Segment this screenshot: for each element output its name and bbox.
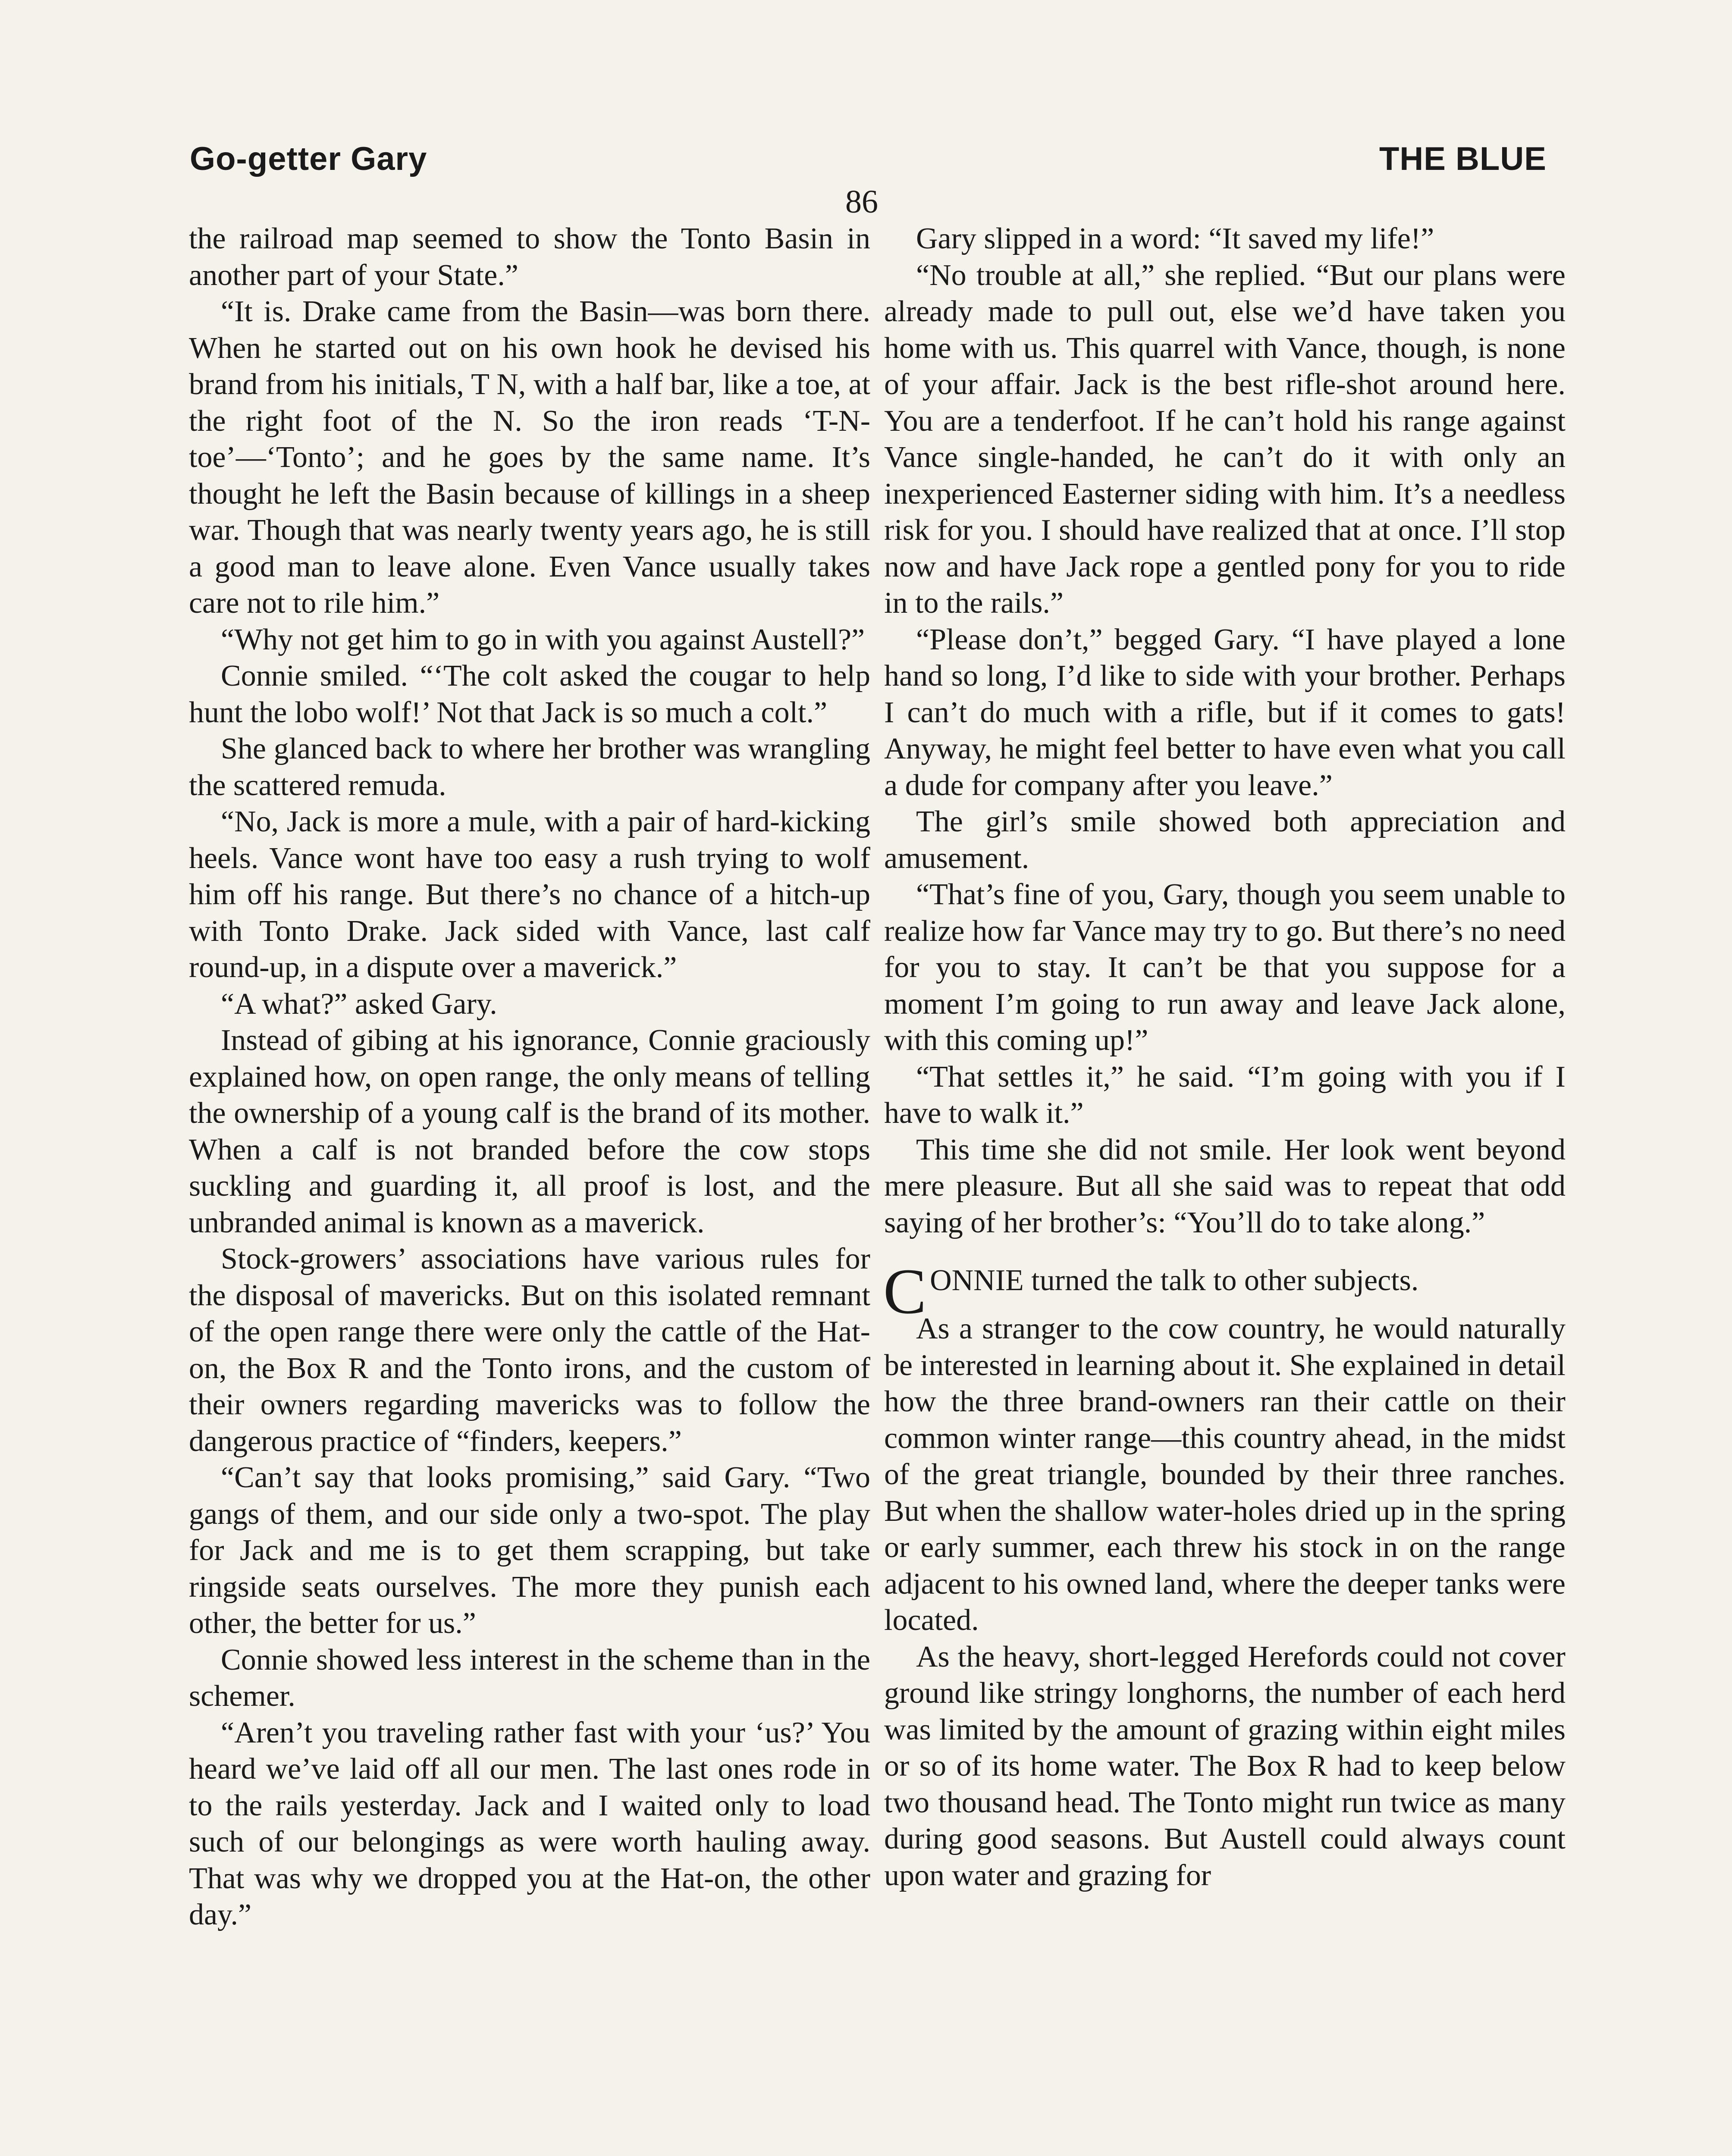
paragraph: As the heavy, short-legged Herefords could not cover ground like stringy longhorns, the number of each herd was limited by the amount of grazing within eight miles or so of its home water. The Box R had to keep below two thousand head. The Tonto might run twice as many during good seasons. But Austell could always count upon water and grazing for: [884, 1640, 1566, 1892]
paragraph: the railroad map seemed to show the Tonto Basin in another part of your State.”: [189, 222, 870, 292]
paragraph: “Please don’t,” begged Gary. “I have played a lone hand so long, I’d like to side with your brother. Perhaps I can’t do much with a rifle, but if it comes to gats! Anyway, he might feel better to have even what you call a dude for company after you leave.”: [884, 623, 1566, 802]
paragraph: She glanced back to where her brother was wrangling the scattered remuda.: [189, 732, 870, 802]
paragraph: Connie showed less interest in the scheme than in the schemer.: [189, 1643, 870, 1713]
paragraph: “That settles it,” he said. “I’m going with you if I have to walk it.”: [884, 1060, 1566, 1130]
paragraph: As a stranger to the cow country, he would naturally be interested in learning about it. She explained in detail how the three brand-owners ran their cattle on their common winter range—this country ahead, in the midst of the great triangle, bounded by their three ranches. But when the shallow water-holes dried up in the spring or early summer, each threw his stock in on the range adjacent to his owned land, where the deeper tanks were located.: [884, 1312, 1566, 1637]
paragraph: “A what?” asked Gary.: [221, 987, 497, 1021]
paragraph: “Can’t say that looks promising,” said Gary. “Two gangs of them, and our side only a two-spot. The play for Jack and me is to get them scrapping, but take ringside seats ourselves. The more they punish each other, the better for us.”: [189, 1461, 870, 1640]
paragraph: Stock-growers’ associations have various rules for the disposal of mavericks. But on this isolated remnant of the open range there were only the cattle of the Hat-on, the Box R and the Tonto irons, and the custom of their owners regarding mavericks was to follow the dangerous practice of “finders, keepers.”: [189, 1242, 870, 1458]
section-opening-text: ONNIE turned the talk to other subjects.: [930, 1264, 1419, 1297]
paragraph: “Aren’t you traveling rather fast with your ‘us?’ You heard we’ve laid off all our men. The last ones rode in to the rails yesterday. Jack and I waited only to load such of our belongings as were worth hauling away. That was why we dropped you at the Hat-on, the other day.”: [189, 1716, 870, 1931]
paragraph: “Why not get him to go in with you against Austell?”: [221, 623, 865, 656]
paragraph: “That’s fine of you, Gary, though you seem unable to realize how far Vance may try to go. But there’s no need for you to stay. It can’t be that you suppose for a moment I’m going to run away and leave Jack alone, with this coming up!”: [884, 878, 1566, 1057]
paragraph: This time she did not smile. Her look went beyond mere pleasure. But all she said was to repeat that odd saying of her brother’s: “You’ll do to take along.”: [884, 1133, 1566, 1239]
paragraph: The girl’s smile showed both appreciation and amusement.: [884, 805, 1566, 875]
page-number: 86: [845, 184, 878, 220]
paragraph: Connie smiled. “‘The colt asked the cougar to help hunt the lobo wolf!’ Not that Jack is so much a colt.”: [189, 659, 870, 729]
paragraph: “No, Jack is more a mule, with a pair of hard-kicking heels. Vance wont have too easy a rush trying to wolf him off his range. But there’s no chance of a hitch-up with Tonto Drake. Jack sided with Vance, last calf round-up, in a dispute over a maverick.”: [189, 805, 870, 984]
paragraph: “No trouble at all,” she replied. “But our plans were already made to pull out, else we’d have taken you home with us. This quarrel with Vance, though, is none of your affair. Jack is the best rifle-shot around here. You are a tenderfoot. If he can’t hold his range against Vance single-handed, he can’t do it with only an inexperienced Easterner siding with him. It’s a needless risk for you. I should have realized that at once. I’ll stop now and have Jack rope a gentled pony for you to ride in to the rails.”: [884, 258, 1566, 620]
story-title: Go-getter Gary: [190, 141, 427, 177]
paragraph: “It is. Drake came from the Basin—was born there. When he started out on his own hook he devised his brand from his initials, T N, with a half bar, like a toe, at the right foot of the N. So the iron reads ‘T-N-toe’—‘Tonto’; and he goes by the same name. It’s thought he left the Basin because of killings in a sheep war. Though that was nearly twenty years ago, he is still a good man to leave alone. Even Vance usually takes care not to rile him.”: [189, 295, 870, 620]
paragraph: Gary slipped in a word: “It saved my life!”: [916, 222, 1434, 255]
paragraph: Instead of gibing at his ignorance, Connie graciously explained how, on open range, the only means of telling the ownership of a young calf is the brand of its mother. When a calf is not branded before the cow stops suckling and guarding it, all proof is lost, and the unbranded animal is known as a maverick.: [189, 1024, 870, 1239]
section-opening: [883, 1256, 1566, 1327]
right-column: [884, 221, 1566, 1894]
drop-cap: C: [883, 1256, 927, 1327]
left-column: [189, 221, 870, 1934]
magazine-title: THE BLUE: [1379, 141, 1547, 177]
